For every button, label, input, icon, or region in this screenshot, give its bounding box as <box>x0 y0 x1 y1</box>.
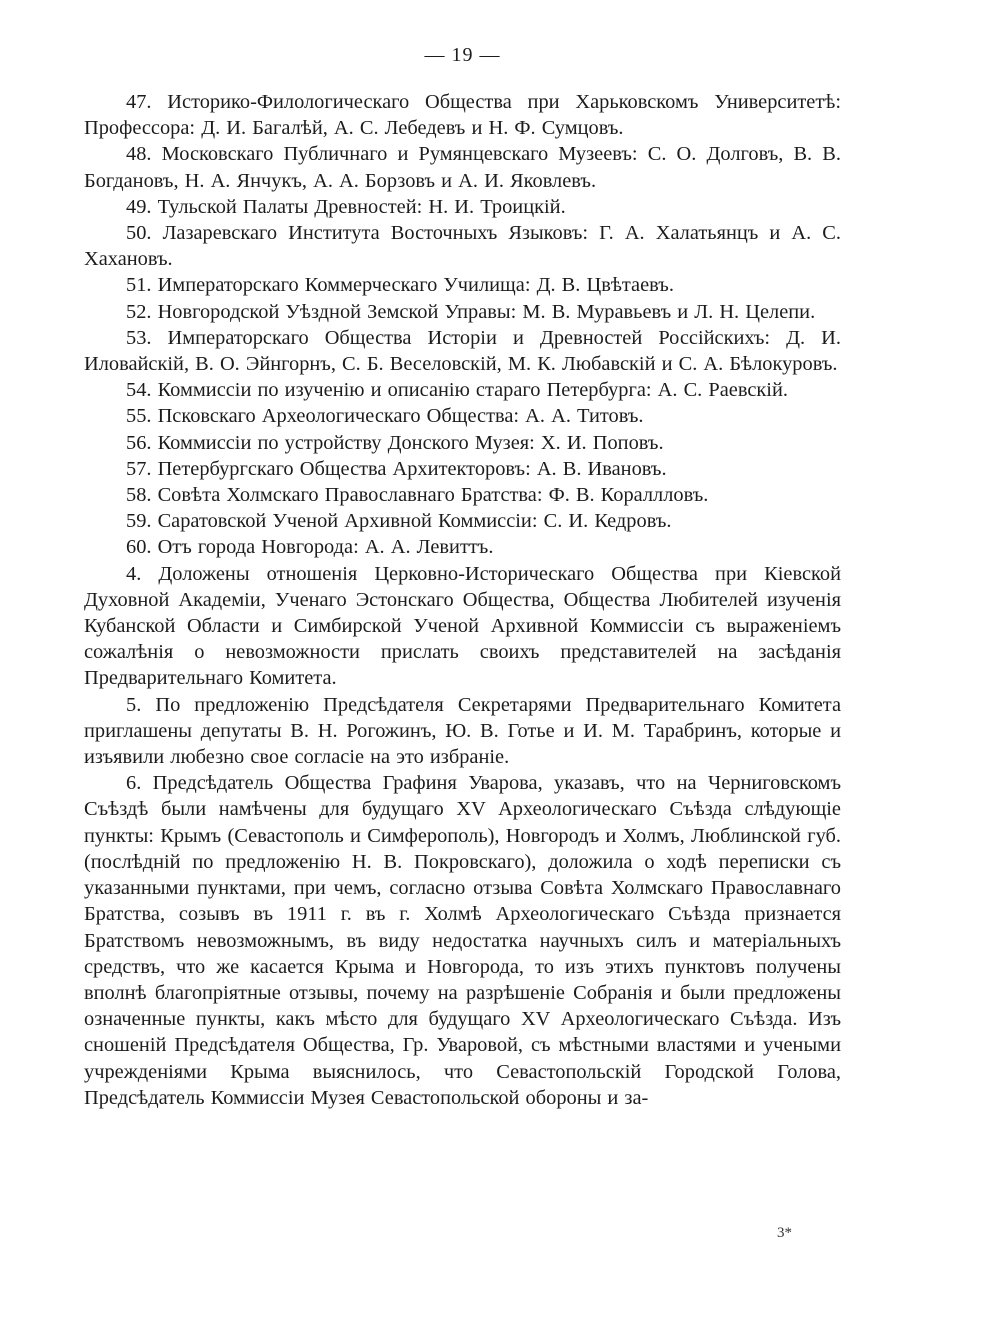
page-number: — 19 — <box>424 44 501 66</box>
paragraph: 6. Предсѣдатель Общества Графиня Уварова, указавъ, что на Черниговскомъ Съѣздѣ были намѣчены для будущаго XV Археологическаго Съѣзда слѣдующіе пункты: Крымъ (Севастополь и Симферополь), Новгородъ и Холмъ, Люблинской губ. (послѣдній по предложенію Н. В. Покровскаго), доложила о ходѣ переписки съ указанными пунктами, при чемъ, согласно отзыва Совѣта Холмскаго Православнаго Братства, созывъ въ 1911 г. въ г. Холмѣ Археологическаго Съѣзда признается Братствомъ невозможнымъ, въ виду недостатка научныхъ силъ и матеріальныхъ средствъ, что же касается Крыма и Новгорода, то изъ этихъ пунктовъ получены вполнѣ благопріятные отзывы, почему на разрѣшеніе Собранія и были предложены означенные пункты, какъ мѣсто для будущаго XV Археологическаго Съѣзда. Изъ сношеній Предсѣдателя Общества, Гр. Уваровой, съ мѣстными властями и учеными учрежденіями Крыма выяснилось, что Севастопольскій Городской Голова, Предсѣдатель Коммиссіи Музея Севастопольской обороны и за- <box>84 772 841 1109</box>
paragraph: 49. Тульской Палаты Древностей: Н. И. Троицкій. <box>126 195 566 218</box>
paragraph: 50. Лазаревскаго Института Восточныхъ Языковъ: Г. А. Халатьянцъ и А. С. Хахановъ. <box>84 222 841 271</box>
paragraph: 58. Совѣта Холмскаго Православнаго Братства: Ф. В. Кораллловъ. <box>126 484 709 507</box>
paragraph: 60. Отъ города Новгорода: А. А. Левиттъ. <box>126 536 494 559</box>
paragraph: 48. Московскаго Публичнаго и Румянцевскаго Музеевъ: С. О. Долговъ, В. В. Богдановъ, Н. А. Янчукъ, А. А. Борзовъ и А. И. Яковлевъ. <box>84 143 841 192</box>
paragraph: 5. По предложенію Предсѣдателя Секретарями Предварительнаго Комитета приглашены депутаты В. Н. Рогожинъ, Ю. В. Готье и И. М. Тарабринъ, которые и изъявили любезно свое согласіе на это избраніе. <box>84 693 841 769</box>
signature-mark: 3* <box>777 1225 792 1241</box>
paragraph: 53. Императорскаго Общества Исторіи и Древностей Россійскихъ: Д. И. Иловайскій, В. О. Эйнгорнъ, С. Б. Веселовскій, М. К. Любавскій и С. А. Бѣлокуровъ. <box>84 326 841 376</box>
paragraph: 56. Коммиссіи по устройству Донского Музея: Х. И. Поповъ. <box>126 431 664 454</box>
paragraph: 47. Историко-Филологическаго Общества при Харьковскомъ Университетѣ: Профессора: Д. И. Багалѣй, А. С. Лебедевъ и Н. Ф. Сумцовъ. <box>84 91 841 140</box>
paragraph: 57. Петербургскаго Общества Архитекторовъ: А. В. Ивановъ. <box>126 457 667 480</box>
paragraph: 59. Саратовской Ученой Архивной Коммиссіи: С. И. Кедровъ. <box>126 510 672 533</box>
paragraph: 54. Коммиссіи по изученію и описанію стараго Петербурга: А. С. Раевскій. <box>126 379 788 402</box>
paragraph: 52. Новгородской Уѣздной Земской Управы: М. В. Муравьевъ и Л. Н. Целепи. <box>126 300 816 323</box>
page-body <box>84 89 841 1111</box>
paragraph: 55. Псковскаго Археологическаго Общества: А. А. Титовъ. <box>126 405 644 428</box>
paragraph: 51. Императорскаго Коммерческаго Училища: Д. В. Цвѣтаевъ. <box>126 274 674 297</box>
paragraph: 4. Доложены отношенія Церковно-Историческаго Общества при Кіевской Духовной Академіи, Ученаго Эстонскаго Общества, Общества Любителей изученія Кубанской Области и Симбирской Ученой Архивной Коммиссіи съ выраженіемъ сожалѣнія о невозможности прислать своихъ представителей на засѣданія Предварительнаго Комитета. <box>84 562 841 690</box>
